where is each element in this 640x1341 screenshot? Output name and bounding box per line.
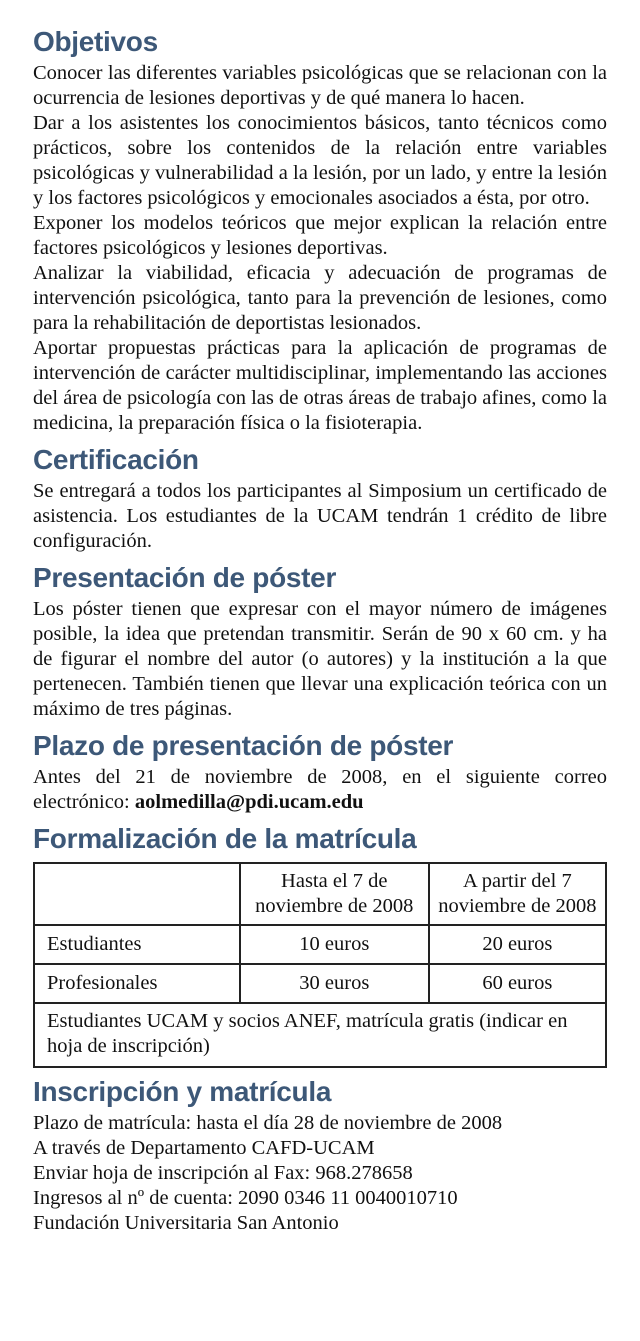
email-address: aolmedilla@pdi.ucam.edu [134,791,364,813]
table-header-empty [34,863,240,925]
fees-table [33,862,607,1068]
paragraph: Dar a los asistentes los conocimientos básicos, tanto técnicos como prácticos, sobre los contenidos de la relación entre variables psicológicas y vulnerabilidad a la lesión, por un lado, y entre la lesión y los factores psicológicos y emocionales asociados a ésta, por otro. [33,112,607,209]
row-label: Profesionales [34,964,240,1003]
fee-value: 10 euros [240,925,429,964]
heading-inscripcion: Inscripción y matrícula [33,1076,332,1107]
section-certificacion [33,444,607,554]
section-presentacion-poster [33,562,607,722]
paragraph: Se entregará a todos los participantes al Simposium un certificado de asistencia. Los estudiantes de la UCAM tendrán 1 crédito de libre configuración. [33,480,607,552]
heading-objetivos: Objetivos [33,26,158,57]
heading-formalizacion: Formalización de la matrícula [33,823,417,854]
heading-presentacion-poster: Presentación de póster [33,562,337,593]
heading-plazo-poster: Plazo de presentación de póster [33,730,454,761]
paragraph [33,765,607,815]
table-row [34,964,606,1003]
info-line: A través de Departamento CAFD-UCAM [33,1137,375,1159]
table-footnote: Estudiantes UCAM y socios ANEF, matrícula gratis (indicar en hoja de inscripción) [34,1003,606,1067]
fee-value: 30 euros [240,964,429,1003]
info-line: Plazo de matrícula: hasta el día 28 de noviembre de 2008 [33,1112,503,1134]
paragraph: Aportar propuestas prácticas para la aplicación de programas de intervención de carácter multidisciplinar, implementando las acciones del área de psicología con las de otras áreas de trabajo afines, como la medicina, la preparación física o la fisioterapia. [33,337,607,434]
plazo-text: Antes del 21 de noviembre de 2008, en el siguiente correo electrónico: [33,766,607,813]
section-formalizacion [33,823,607,1068]
paragraph: Exponer los modelos teóricos que mejor explican la relación entre factores psicológicos y lesiones deportivas. [33,212,607,259]
paragraph: Conocer las diferentes variables psicológicas que se relacionan con la ocurrencia de lesiones deportivas y de qué manera lo hacen. [33,62,607,109]
fee-value: 20 euros [429,925,606,964]
table-header-row [34,863,606,925]
table-footnote-row [34,1003,606,1067]
info-line: Fundación Universitaria San Antonio [33,1212,339,1234]
info-line: Enviar hoja de inscripción al Fax: 968.278658 [33,1162,413,1184]
heading-certificacion: Certificación [33,444,199,475]
paragraph: Analizar la viabilidad, eficacia y adecuación de programas de intervención psicológica, tanto para la prevención de lesiones, como para la rehabilitación de deportistas lesionados. [33,262,607,334]
table-header-early: Hasta el 7 de noviembre de 2008 [240,863,429,925]
section-inscripcion [33,1076,607,1236]
row-label: Estudiantes [34,925,240,964]
table-row [34,925,606,964]
table-header-late: A partir del 7 noviembre de 2008 [429,863,606,925]
paragraph: Los póster tienen que expresar con el mayor número de imágenes posible, la idea que pretendan transmitir. Serán de 90 x 60 cm. y ha de figurar el nombre del autor (o autores) y la institución a la que pertenecen. También tienen que llevar una explicación teórica con un máximo de tres páginas. [33,598,607,720]
section-objetivos [33,26,607,436]
fee-value: 60 euros [429,964,606,1003]
section-plazo-poster [33,730,607,815]
info-line: Ingresos al nº de cuenta: 2090 0346 11 0040010710 [33,1187,458,1209]
